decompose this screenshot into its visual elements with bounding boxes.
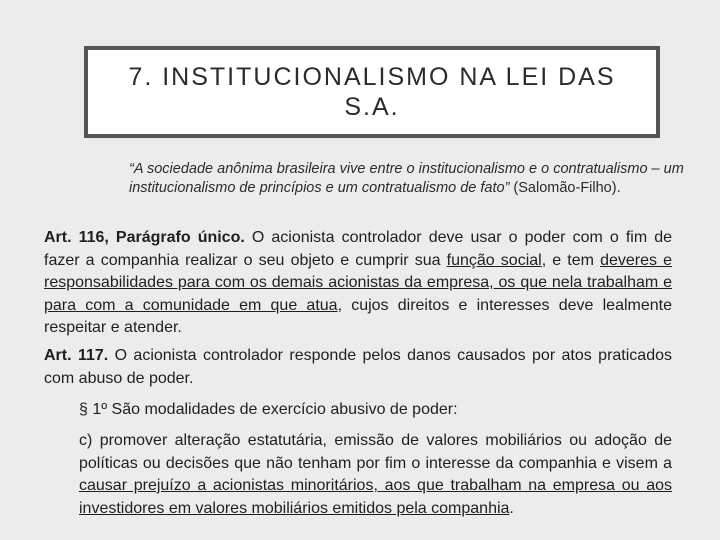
epigraph-quote: “A sociedade anônima brasileira vive entre o institucionalismo e o contratualismo – um institucionalismo de princípios e um contratualismo de fato” — [129, 161, 684, 196]
article-117-heading: Art. 117. — [44, 347, 109, 364]
article-116-text-1: O acionista controlador deve usar o poder com o fim de fazer a companhia realizar o seu objeto e cumprir sua — [44, 229, 673, 269]
article-116-underline-2: deveres e responsabilidades para com os demais acionistas da empresa, os que nela trabalham e para com a comunidade em que atua — [44, 251, 673, 314]
item-c — [79, 430, 672, 520]
article-116-heading: Art. 116, Parágrafo único. — [44, 229, 245, 246]
article-116-text-2: , e tem — [541, 251, 601, 269]
article-116 — [44, 227, 672, 340]
item-c-text-1: c) promover alteração estatutária, emissão de valores mobiliários ou adoção de políticas ou decisões que não tenham por fim o interesse da companhia e visem a — [79, 432, 672, 472]
paragraph-1: § 1º São modalidades de exercício abusivo de poder: — [79, 401, 458, 418]
title-box — [84, 46, 660, 138]
epigraph — [129, 160, 689, 198]
article-116-text-3: , cujos direitos e interesses deve lealmente respeitar e atender. — [44, 296, 672, 336]
item-c-underline: causar prejuízo a acionistas minoritários, aos que trabalham na empresa ou aos investidores em valores mobiliários emitidos pela companhia — [79, 477, 672, 517]
article-117-text: O acionista controlador responde pelos danos causados por atos praticados com abuso de poder. — [44, 347, 672, 387]
slide-title-line-1: 7. INSTITUCIONALISMO NA LEI DAS — [128, 63, 616, 91]
epigraph-attribution: (Salomão-Filho). — [509, 180, 621, 196]
article-117 — [44, 345, 672, 390]
article-116-underline-1: função social — [446, 251, 542, 269]
slide-title-line-2: S.A. — [344, 93, 400, 121]
item-c-text-2: . — [509, 499, 514, 517]
